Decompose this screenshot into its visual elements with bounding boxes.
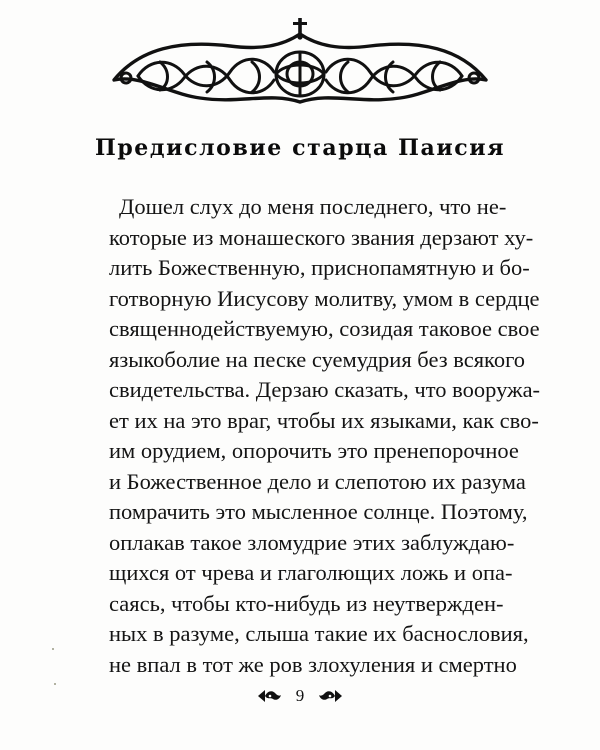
body-text: [109, 192, 541, 680]
footer-right-ornament-icon: [318, 687, 344, 705]
text-line: ных в разуме, слыша такие их баснословия,: [109, 621, 529, 646]
text-line: помрачить это мысленное солнце. Поэтому,: [109, 499, 528, 524]
page-footer: [0, 684, 600, 708]
text-line: которые из монашеского звания дерзают ху-: [109, 224, 534, 250]
text-line: священнодействуемую, созидая таковое свое: [109, 316, 540, 341]
text-line: оплакав такое зломудрие этих заблуждаю-: [109, 529, 515, 555]
text-line: им орудием, опорочить это пренепорочное: [109, 438, 519, 463]
text-line: щихся от чрева и глаголющих ложь и опа-: [109, 560, 513, 585]
text-line: саясь, чтобы кто-нибудь из неутвержден-: [109, 590, 504, 616]
text-line: лить Божественную, приснопамятную и бо-: [109, 255, 530, 280]
scan-speck: [52, 648, 54, 650]
text-line: и Божественное дело и слепотою их разума: [109, 468, 526, 494]
page-number: 9: [295, 686, 305, 705]
text-line: не впал в тот же ров злохуления и смертно: [109, 651, 517, 677]
footer-left-ornament-icon: [256, 687, 282, 705]
text-line: языкоболие на песке суемудрия без всякого: [109, 346, 526, 372]
scan-speck: [54, 683, 56, 685]
chapter-title: Предисловие старца Паисия: [94, 135, 506, 161]
text-line: готворную Иисусову молитву, умом в сердце: [109, 285, 540, 311]
text-line: свидетельства. Дерзаю сказать, что вооружа-: [109, 377, 541, 402]
text-line: Дошел слух до меня последнего, что не-: [119, 194, 507, 219]
header-ornament-icon: [110, 18, 490, 110]
text-line: ет их на это враг, чтобы их языками, как сво-: [109, 407, 539, 433]
